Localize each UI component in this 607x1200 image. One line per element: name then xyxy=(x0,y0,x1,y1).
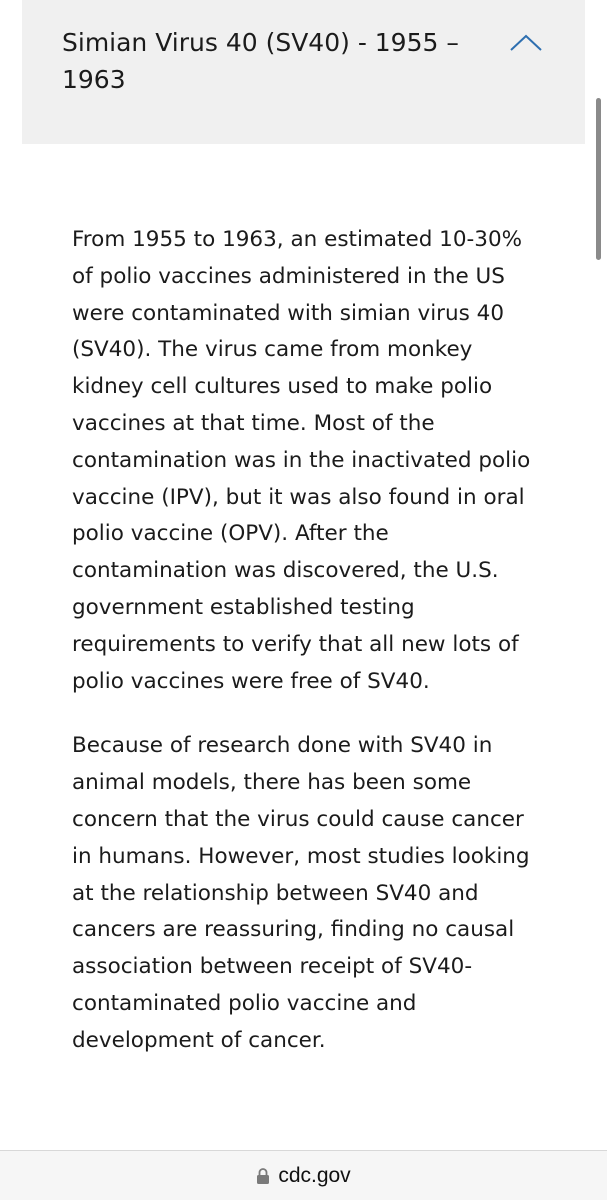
accordion-content xyxy=(72,222,542,1060)
paragraph: From 1955 to 1963, an estimated 10-30% of polio vaccines administered in the US were contaminated with simian virus 40 (SV40). The virus came from monkey kidney cell cultures used to make polio vaccines at that time. Most of the contamination was in the inactivated polio vaccine (IPV), but it was also found in oral polio vaccine (OPV). After the contamination was discovered, the U.S. government established testing requirements to verify that all new lots of polio vaccines were free of SV40. xyxy=(72,227,531,694)
browser-url-bar[interactable] xyxy=(0,1150,607,1200)
accordion-toggle-button[interactable] xyxy=(506,22,546,62)
accordion-title: Simian Virus 40 (SV40) - 1955 – 1963 xyxy=(62,28,459,94)
lock-icon xyxy=(256,1167,270,1185)
chevron-up-icon xyxy=(509,32,543,52)
accordion-header[interactable] xyxy=(22,0,585,144)
paragraph: Because of research done with SV40 in animal models, there has been some concern that the virus could cause cancer in humans. However, most studies looking at the relationship between SV40 and cancers are reassuring, finding no causal association between receipt of SV40-contaminated polio vaccine and development of cancer. xyxy=(72,733,530,1053)
url-display[interactable] xyxy=(256,1164,350,1188)
scrollbar[interactable] xyxy=(596,98,601,260)
url-text: cdc.gov xyxy=(278,1163,351,1187)
